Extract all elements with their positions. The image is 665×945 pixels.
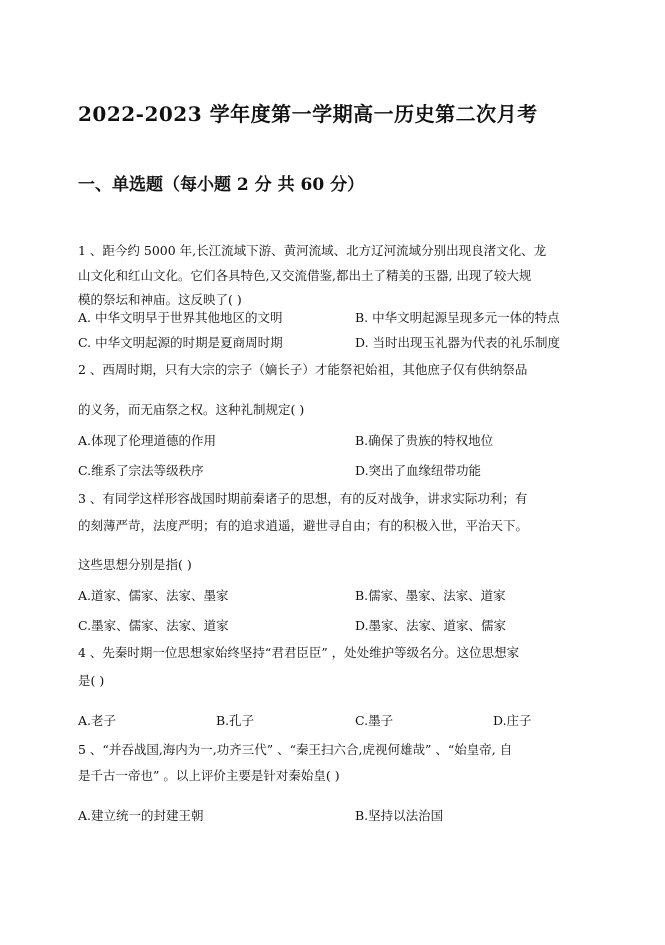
question-5-line-1: 5 、“并吞战国,海内为一,功齐三代” 、“秦王扫六合,虎视何雄哉” 、“始皇帝, 自 — [78, 742, 513, 757]
question-4-line-2: 是( ) — [78, 673, 105, 688]
question-5-option-b: B.坚持以法治国 — [355, 808, 444, 823]
question-1-option-b: B. 中华文明起源呈现多元一体的特点 — [355, 310, 560, 325]
question-3-option-b: B.儒家、墨家、法家、道家 — [355, 588, 506, 603]
question-4-option-b: B.孔子 — [216, 713, 255, 728]
question-3-option-d: D.墨家、法家、道家、儒家 — [355, 618, 507, 633]
question-5-option-a: A.建立统一的封建王朝 — [78, 808, 204, 823]
question-2-option-b: B.确保了贵族的特权地位 — [355, 433, 494, 448]
question-1-option-c: C. 中华文明起源的时期是夏商周时期 — [78, 335, 283, 350]
section-heading: 一、单选题（每小题 2 分 共 60 分） — [78, 175, 365, 195]
question-1-option-d: D. 当时出现玉礼器为代表的礼乐制度 — [355, 335, 561, 350]
exam-title: 2022-2023 学年度第一学期高一历史第二次月考 — [78, 102, 538, 126]
question-3-option-c: C.墨家、儒家、法家、道家 — [78, 618, 229, 633]
question-4-option-a: A.老子 — [78, 713, 117, 728]
question-5-line-2: 是千古一帝也” 。以上评价主要是针对秦始皇( ) — [78, 768, 340, 783]
question-4-option-c: C.墨子 — [355, 713, 394, 728]
question-1-line-3: 模的祭坛和神庙。这反映了( ) — [78, 292, 242, 307]
question-3-line-2: 的刻薄严苛，法度严明；有的追求逍遥，避世寻自由；有的积极入世，平治天下。 — [78, 518, 529, 533]
question-4-line-1: 4 、先秦时期一位思想家始终坚持“君君臣臣” ，处处维护等级名分。这位思想家 — [78, 645, 520, 660]
question-1-line-2: 山文化和红山文化。它们各具特色,又交流借鉴,都出土了精美的玉器, 出现了较大规 — [78, 268, 532, 283]
question-3-option-a: A.道家、儒家、法家、墨家 — [78, 588, 229, 603]
question-3-line-3: 这些思想分别是指( ) — [78, 557, 192, 572]
question-2-line-1: 2 、西周时期，只有大宗的宗子（嫡长子）才能祭祀始祖，其他庶子仅有供纳祭品 — [78, 362, 528, 377]
question-2-option-d: D.突出了血缘纽带功能 — [355, 463, 482, 478]
question-4-option-d: D.庄子 — [493, 713, 532, 728]
question-3-line-1: 3 、有同学这样形容战国时期前秦诸子的思想，有的反对战争，讲求实际功利；有 — [78, 491, 528, 506]
question-1-option-a: A. 中华文明早于世界其他地区的文明 — [78, 310, 283, 325]
question-1-line-1: 1 、距今约 5000 年,长江流域下游、黄河流域、北方辽河流域分别出现良渚文化、龙 — [78, 243, 547, 258]
question-2-line-2: 的义务，而无庙祭之权。这种礼制规定( ) — [78, 402, 305, 417]
question-2-option-a: A.体现了伦理道德的作用 — [78, 433, 217, 448]
question-2-option-c: C.维系了宗法等级秩序 — [78, 463, 204, 478]
